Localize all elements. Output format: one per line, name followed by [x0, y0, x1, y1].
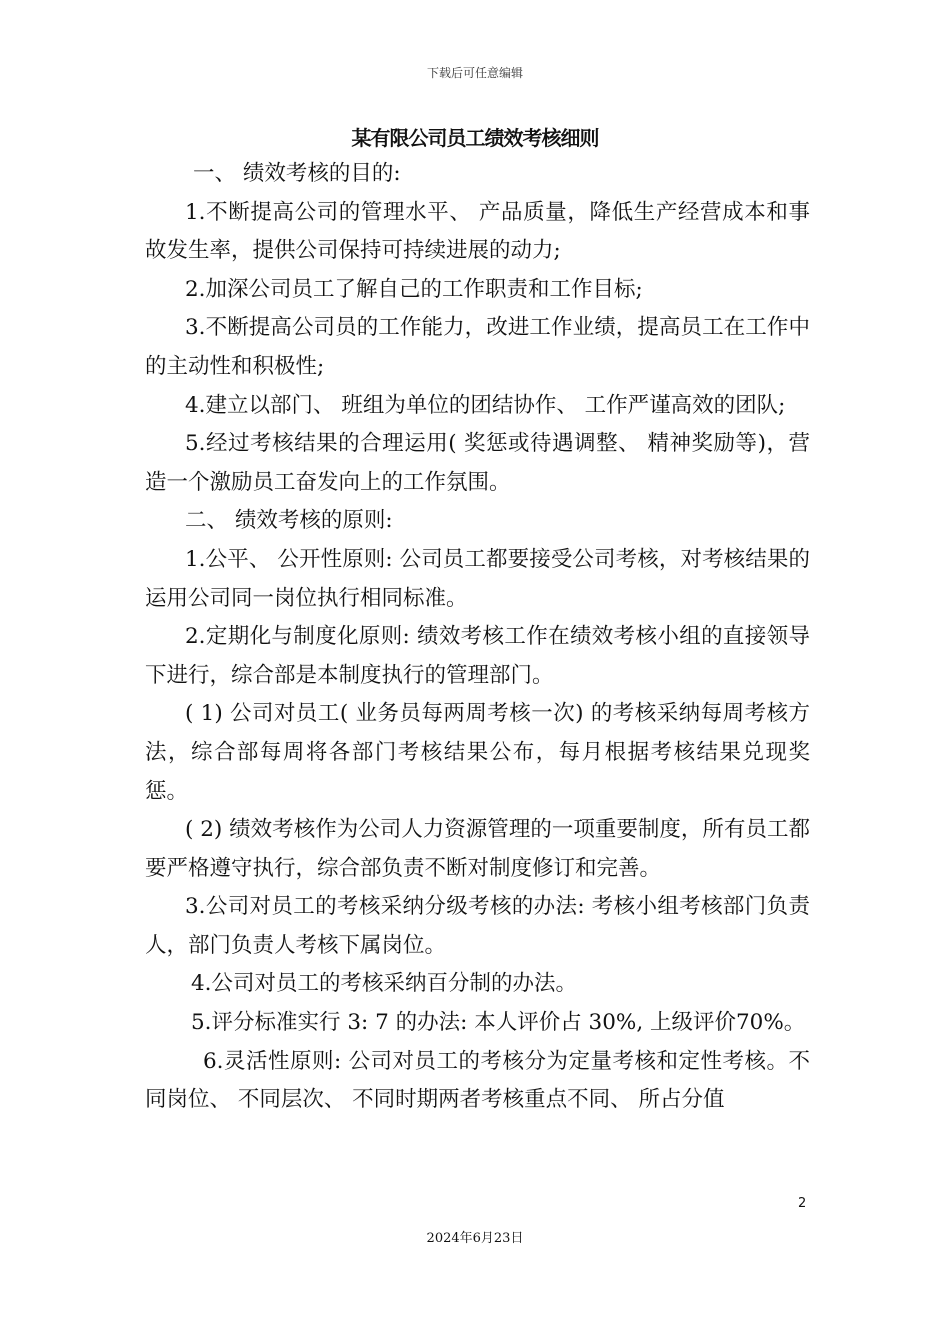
paragraph: ( 1) 公司对员工( 业务员每两周考核一次) 的考核采纳每周考核方法，综合部每周将各部门考核结果公布，每月根据考核结果兑现奖惩。	[145, 701, 810, 804]
paragraph: 1.公平、 公开性原则: 公司员工都要接受公司考核，对考核结果的运用公司同一岗位执行相同标准。	[145, 546, 810, 611]
paragraph: 3.公司对员工的考核采纳分级考核的办法: 考核小组考核部门负责人，部门负责人考核下属岗位。	[145, 894, 810, 958]
paragraph: 3.不断提高公司员的工作能力，改进工作业绩，提高员工在工作中的主动性和积极性;	[145, 315, 810, 379]
paragraph: 4.建立以部门、 班组为单位的团结协作、 工作严谨高效的团队;	[185, 392, 786, 418]
paragraph: 二、 绩效考核的原则:	[185, 508, 393, 534]
paragraph: 一、 绩效考核的目的:	[193, 161, 401, 186]
paragraph: 2.定期化与制度化原则: 绩效考核工作在绩效考核小组的直接领导下进行，综合部是本制度执行的管理部门。	[145, 624, 810, 688]
page-footer-date: 2024年6月23日	[426, 1231, 524, 1246]
page-header: 下载后可任意编辑	[426, 66, 523, 80]
paragraph: 5.经过考核结果的合理运用( 奖惩或待遇调整、 精神奖励等)，营造一个激励员工奋发向上的工作氛围。	[145, 431, 810, 495]
paragraph: 6.灵活性原则: 公司对员工的考核分为定量考核和定性考核。不同岗位、 不同层次、 不同时期两者考核重点不同、 所占分值	[145, 1048, 810, 1113]
paragraph: 5.评分标准实行 3: 7 的办法: 本人评价占 30%, 上级评价70%。	[191, 1010, 806, 1036]
document-title: 某有限公司员工绩效考核细则	[351, 126, 599, 150]
paragraph: 1.不断提高公司的管理水平、 产品质量，降低生产经营成本和事故发生率，提供公司保持可持续进展的动力;	[145, 199, 810, 264]
paragraph: 2.加深公司员工了解自己的工作职责和工作目标;	[185, 276, 643, 302]
paragraph: 4.公司对员工的考核采纳百分制的办法。	[191, 971, 578, 997]
paragraph: ( 2) 绩效考核作为公司人力资源管理的一项重要制度，所有员工都要严格遵守执行，综合部负责不断对制度修订和完善。	[145, 817, 810, 881]
document-body	[145, 155, 810, 1120]
page-number: 2	[798, 1196, 807, 1211]
